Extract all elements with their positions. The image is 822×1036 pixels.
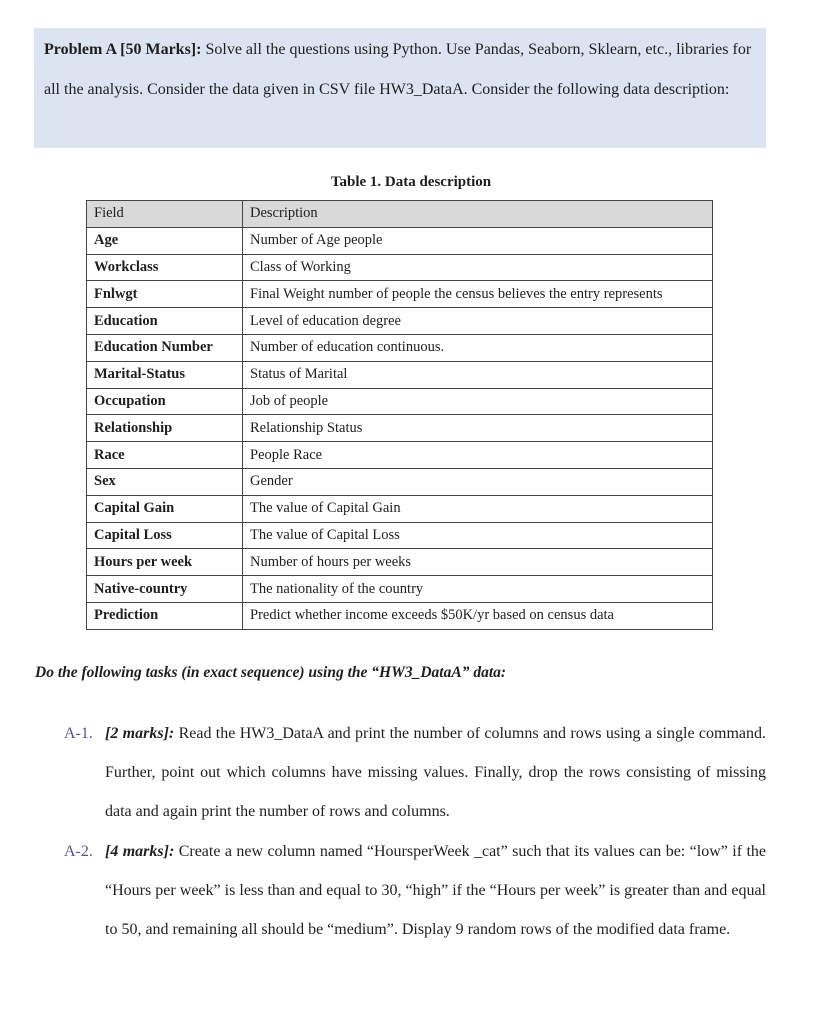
description-cell: Status of Marital	[243, 361, 713, 388]
task-number: A-1.	[64, 725, 93, 742]
description-cell: Predict whether income exceeds $50K/yr based on census data	[243, 602, 713, 629]
problem-intro	[34, 28, 766, 148]
description-cell: The value of Capital Loss	[243, 522, 713, 549]
description-cell: Gender	[243, 468, 713, 495]
table-header-row	[87, 201, 713, 228]
task-text: Read the HW3_DataA and print the number of columns and rows using a single command. Further, point out which columns have missing values. Finally, drop the rows consisting of missing data and again print the number of rows and columns.	[105, 725, 766, 821]
field-cell: Hours per week	[87, 549, 243, 576]
description-cell: Number of hours per weeks	[243, 549, 713, 576]
field-cell: Race	[87, 442, 243, 469]
description-cell: The value of Capital Gain	[243, 495, 713, 522]
problem-text: Solve all the questions using Python. Use Pandas, Seaborn, Sklearn, etc., libraries for all the analysis. Consider the data given in CSV file HW3_DataA. Consider the following data description:	[44, 41, 752, 98]
data-description-table	[86, 200, 713, 630]
field-cell: Fnlwgt	[87, 281, 243, 308]
description-cell: Job of people	[243, 388, 713, 415]
table-row	[87, 415, 713, 442]
description-cell: Class of Working	[243, 254, 713, 281]
description-cell: Number of Age people	[243, 227, 713, 254]
description-cell: Final Weight number of people the census believes the entry represents	[243, 281, 713, 308]
task-marks: [2 marks]:	[105, 725, 175, 742]
table-row	[87, 468, 713, 495]
table-row	[87, 388, 713, 415]
tasks-title: Do the following tasks (in exact sequence) using the “HW3_DataA” data:	[35, 664, 507, 681]
header-description: Description	[243, 201, 713, 228]
field-cell: Prediction	[87, 602, 243, 629]
header-field: Field	[87, 201, 243, 228]
field-cell: Marital-Status	[87, 361, 243, 388]
description-cell: People Race	[243, 442, 713, 469]
table-row	[87, 602, 713, 629]
table-caption: Table 1. Data description	[330, 174, 492, 190]
table-row	[87, 549, 713, 576]
field-cell: Sex	[87, 468, 243, 495]
table-row	[87, 308, 713, 335]
table-row	[87, 522, 713, 549]
table-row	[87, 442, 713, 469]
field-cell: Native-country	[87, 576, 243, 603]
description-cell: The nationality of the country	[243, 576, 713, 603]
task-text: Create a new column named “HoursperWeek _cat” such that its values can be: “low” if the “Hours per week” is less than and equal to 30, “high” if the “Hours per week” is greater than and equal to 50, and remaining all should be “medium”. Display 9 random rows of the modified data frame.	[105, 843, 766, 939]
table-row	[87, 576, 713, 603]
field-cell: Capital Loss	[87, 522, 243, 549]
description-cell: Number of education continuous.	[243, 334, 713, 361]
table-row	[87, 281, 713, 308]
task-a1	[64, 714, 766, 832]
description-cell: Relationship Status	[243, 415, 713, 442]
field-cell: Age	[87, 227, 243, 254]
field-cell: Occupation	[87, 388, 243, 415]
table-row	[87, 495, 713, 522]
table-row	[87, 254, 713, 281]
task-number: A-2.	[64, 843, 93, 860]
task-marks: [4 marks]:	[105, 843, 175, 860]
table-row	[87, 334, 713, 361]
field-cell: Workclass	[87, 254, 243, 281]
problem-label: Problem A [50 Marks]:	[44, 41, 202, 58]
table-row	[87, 361, 713, 388]
field-cell: Education	[87, 308, 243, 335]
description-cell: Level of education degree	[243, 308, 713, 335]
table-row	[87, 227, 713, 254]
task-a2	[64, 832, 766, 950]
field-cell: Relationship	[87, 415, 243, 442]
field-cell: Capital Gain	[87, 495, 243, 522]
field-cell: Education Number	[87, 334, 243, 361]
